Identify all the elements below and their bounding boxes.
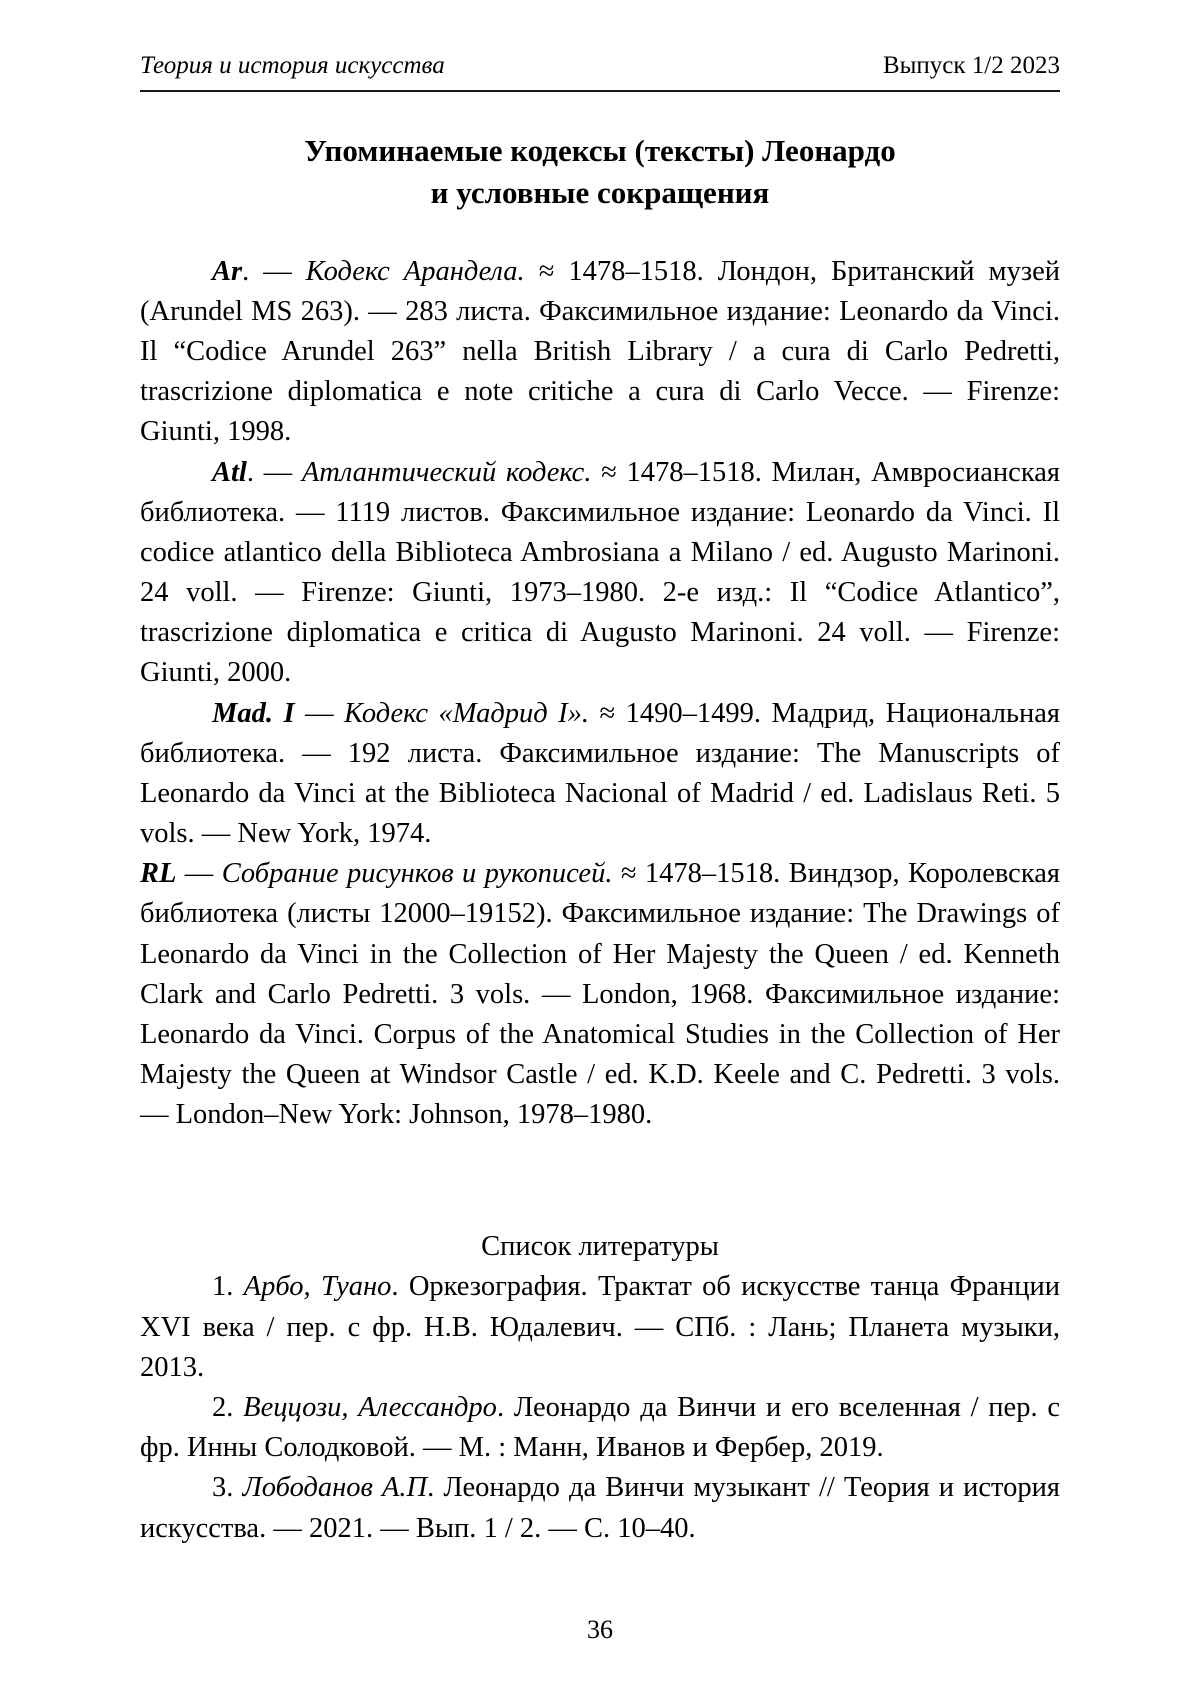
page-title-line-1: Упоминаемые кодексы (тексты) Леонардо xyxy=(304,133,896,168)
codex-entry xyxy=(140,252,1060,453)
references-heading: Список литературы xyxy=(481,1231,719,1263)
running-head-issue: Выпуск 1/2 2023 xyxy=(882,52,1060,79)
codex-list xyxy=(140,252,1060,1136)
reference-text: . Оркезография. Трактат об искусстве танца Франции XVI века / пер. с фр. Н.В. Юдалевич. — СПб. : Лань; Планета музыки, 2013. xyxy=(140,1271,1061,1383)
codex-abbreviation: Atl xyxy=(212,456,247,488)
reference-author: Лободанов А.П xyxy=(242,1472,428,1504)
codex-description: ≈ 1478–1518. Милан, Амвросианская библиотека. — 1119 листов. Факсимильное издание: Leonardo da Vinci. Il codice atlantico della Biblioteca Ambrosiana a Milano / ed. Augusto Marinoni. 24 voll. — Firenze: Giunti, 1973–1980. 2-е изд.: Il “Codice Atlantico”, trascrizione diplomatica e critica di Augusto Marinoni. 24 voll. — Firenze: Giunti, 2000. xyxy=(140,456,1060,689)
codex-title: Атлантический кодекс. xyxy=(301,456,592,488)
references-list xyxy=(140,1267,1060,1548)
reference-number: 1. xyxy=(212,1271,244,1303)
page-title xyxy=(140,130,1060,214)
running-head-journal: Теория и история искусства xyxy=(140,52,445,79)
codex-description: ≈ 1478–1518. Виндзор, Королевская библиотека (листы 12000–19152). Факсимильное издание: The Drawings of Leonardo da Vinci in the Collection of Her Majesty the Queen / ed. Kenneth Clark and Carlo Pedretti. 3 vols. — London, 1968. Факсимильное издание: Leonardo da Vinci. Corpus of the Anatomical Studies in the Collection of Her Majesty the Queen at Windsor Castle / ed. K.D. Keele and C. Pedretti. 3 vols. — London–New York: Johnson, 1978–1980. xyxy=(140,858,1061,1131)
codex-abbreviation-separator: . — xyxy=(242,255,306,287)
codex-abbreviation-separator: — xyxy=(294,697,345,729)
reference-author: Арбо, Туано xyxy=(243,1271,392,1303)
reference-item xyxy=(140,1267,1060,1388)
codex-title: Кодекс «Мадрид I». xyxy=(344,697,590,729)
codex-entry xyxy=(140,854,1060,1135)
reference-item xyxy=(140,1468,1060,1548)
codex-abbreviation: Mad. I xyxy=(212,697,295,729)
codex-description: ≈ 1478–1518. Лондон, Британский музей (Arundel MS 263). — 283 листа. Факсимильное издание: Leonardo da Vinci. Il “Codice Arundel 263” nella British Library / a cura di Carlo Pedretti, trascrizione diplomatica e note critiche a cura di Carlo Vecce. — Firenze: Giunti, 1998. xyxy=(140,255,1060,448)
reference-text: . Леонардо да Винчи и его вселенная / пер. с фр. Инны Солодковой. — М. : Манн, Иванов и Фербер, 2019. xyxy=(140,1391,1061,1464)
codex-entry xyxy=(140,453,1060,694)
codex-abbreviation-separator: . — xyxy=(246,456,302,488)
reference-item xyxy=(140,1388,1060,1468)
codex-entry xyxy=(140,694,1060,855)
reference-number: 3. xyxy=(212,1472,243,1504)
running-head xyxy=(140,52,1060,92)
codex-title: Кодекс Арандела. xyxy=(305,255,525,287)
reference-author: Веццози, Алессандро xyxy=(243,1391,497,1423)
codex-abbreviation: RL xyxy=(140,858,177,890)
codex-description: ≈ 1490–1499. Мадрид, Национальная библиотека. — 192 листа. Факсимильное издание: The Manuscripts of Leonardo da Vinci at the Biblioteca Nacional of Madrid / ed. Ladislaus Reti. 5 vols. — New York, 1974. xyxy=(140,697,1060,850)
codex-abbreviation: Ar xyxy=(212,255,243,287)
codex-title: Собрание рисунков и рукописей. xyxy=(221,858,613,890)
reference-number: 2. xyxy=(212,1391,244,1423)
codex-abbreviation-separator: — xyxy=(176,858,222,890)
page-title-line-2: и условные сокращения xyxy=(430,174,770,210)
reference-text: . Леонардо да Винчи музыкант // Теория и история искусства. — 2021. — Вып. 1 / 2. — С. 10–40. xyxy=(140,1472,1060,1544)
page-number: 36 xyxy=(587,1615,613,1644)
